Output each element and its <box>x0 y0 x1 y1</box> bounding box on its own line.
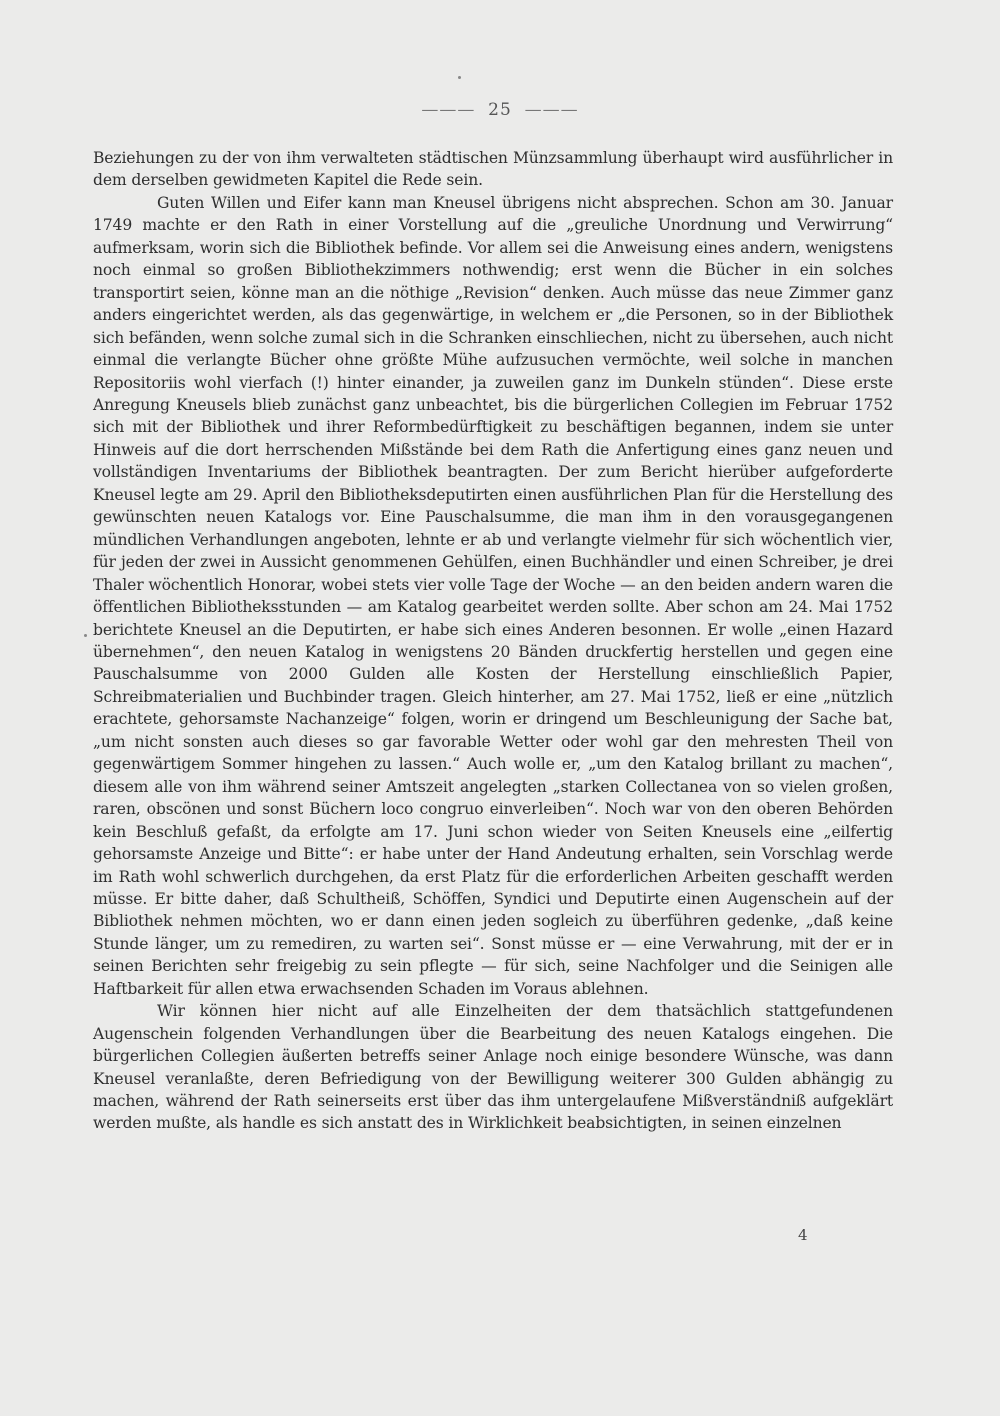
signature-mark: 4 <box>798 1226 808 1244</box>
print-speck <box>458 76 461 79</box>
paragraph-2: Guten Willen und Eifer kann man Kneusel übrigens nicht absprechen. Schon am 30. Januar 1749 machte er den Rath in einer Vorstellung auf die „greuliche Unordnung und Verwirrung“ aufmerksam, worin sich die Bibliothek befinde. Vor allem sei die Anweisung eines andern, wenigstens noch einmal so großen Bibliothekzimmers nothwendig; erst wenn die Bücher in ein solches transportirt seien, könne man an die nöthige „Revision“ denken. Auch müsse das neue Zimmer ganz anders eingerichtet werden, als das gegenwärtige, in welchem er „die Personen, so in der Bibliothek sich befänden, wenn solche zumal sich in die Schranken einschliechen, nicht zu übersehen, auch nicht einmal die verlangte Bücher ohne größte Mühe aufzusuchen vermöchte, weil solche in manchen Repositoriis wohl vierfach (!) hinter einander, ja zuweilen ganz im Dunkeln stünden“. Diese erste Anregung Kneusels blieb zunächst ganz unbeachtet, bis die bürgerlichen Collegien im Februar 1752 sich mit der Bibliothek und ihrer Reformbedürftigkeit zu beschäftigen begannen, indem sie unter Hinweis auf die dort herrschenden Mißstände bei dem Rath die Anfertigung eines ganz neuen und vollständigen Inventariums der Bibliothek beantragten. Der zum Bericht hierüber aufgeforderte Kneusel legte am 29. April den Bibliotheksdeputirten einen ausführlichen Plan für die Herstellung des gewünschten neuen Katalogs vor. Eine Pauschalsumme, die man ihm in den vorausgegangenen mündlichen Verhandlungen angeboten, lehnte er ab und verlangte vielmehr für sich wöchentlich vier, für jeden der zwei in Aussicht genommenen Gehülfen, einen Buchhändler und einen Schreiber, je drei Thaler wöchentlich Honorar, wobei stets vier volle Tage der Woche — an den beiden andern waren die öffentlichen Bibliotheksstunden — am Katalog gearbeitet werden sollte. Aber schon am 24. Mai 1752 berichtete Kneusel an die Deputirten, er habe sich eines Anderen besonnen. Er wolle „einen Hazard übernehmen“, den neuen Katalog in wenigstens 20 Bänden druckfertig herstellen und gegen eine Pauschalsumme von 2000 Gulden alle Kosten der Herstellung einschließlich Papier, Schreibmaterialien und Buchbinder tragen. Gleich hinterher, am 27. Mai 1752, ließ er eine „nützlich erachtete, gehorsamste Nachanzeige“ folgen, worin er dringend um Beschleunigung der Sache bat, „um nicht sonsten auch dieses so gar favorable Wetter oder wohl gar den mehresten Theil von gegenwärtigem Sommer hingehen zu lassen.“ Auch wolle er, „um den Katalog brillant zu machen“, diesem alle von ihm während seiner Amtszeit angelegten „starken Collectanea von so vielen großen, raren, obscönen und sonst Büchern loco congruo einverleiben“. Noch war von den oberen Behörden kein Beschluß gefaßt, da erfolgte am 17. Juni schon wieder von Seiten Kneusels eine „eilfertig gehorsamste Anzeige und Bitte“: er habe unter der Hand Andeutung erhalten, sein Vorschlag werde im Rath wohl schwerlich durchgehen, da erst Platz für die erforderlichen Arbeiten geschafft werden müsse. Er bitte daher, daß Schultheiß, Schöffen, Syndici und Deputirte einen Augenschein auf der Bibliothek nehmen möchten, wo er dann einen jeden sogleich zu überführen gedenke, „daß keine Stunde länger, um zu remediren, zu warten sei“. Sonst müsse er — eine Verwahrung, mit der er in seinen Berichten sehr freigebig zu sein pflegte — für sich, seine Nachfolger und die Seinigen alle Haftbarkeit für allen etwa erwachsenden Schaden im Voraus ablehnen. <box>93 193 893 998</box>
page-number-header <box>0 100 1000 120</box>
header-dash-right: ——— <box>524 100 579 120</box>
paragraph-1: Beziehungen zu der von ihm verwalteten städtischen Münzsammlung überhaupt wird ausführlicher in dem derselben gewidmeten Kapitel die Rede sein. <box>93 149 893 190</box>
body-text <box>93 147 893 1135</box>
header-dash-left: ——— <box>421 100 476 120</box>
page-number: 25 <box>488 100 512 120</box>
print-speck <box>84 634 87 637</box>
paragraph-3: Wir können hier nicht auf alle Einzelheiten der dem thatsächlich stattgefundenen Augenschein folgenden Verhandlungen über die Bearbeitung des neuen Katalogs eingehen. Die bürgerlichen Collegien äußerten betreffs seiner Anlage noch einige besondere Wünsche, was dann Kneusel veranlaßte, deren Befriedigung von der Bewilligung weiterer 300 Gulden abhängig zu machen, während der Rath seinerseits erst über das ihm untergelaufene Mißverständniß aufgeklärt werden mußte, als handle es sich anstatt des in Wirklichkeit beabsichtigten, in seinen einzelnen <box>93 1002 893 1133</box>
